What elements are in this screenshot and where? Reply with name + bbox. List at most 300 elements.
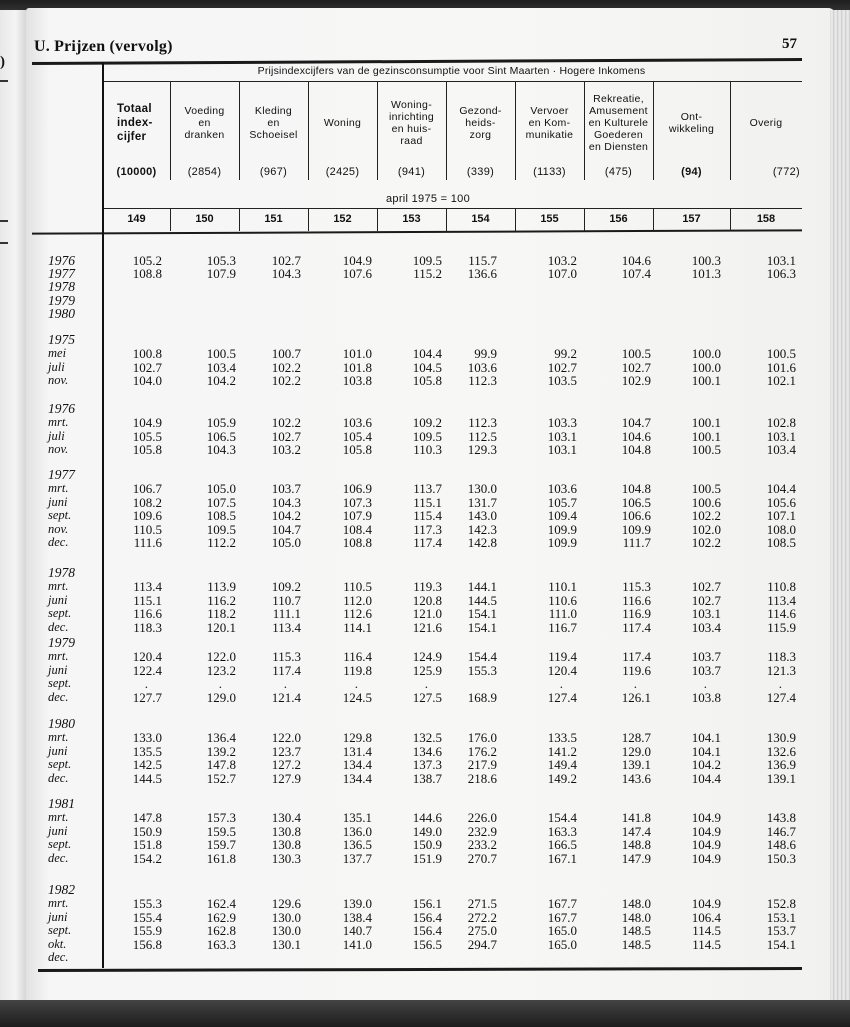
value-cell: 110.7 [272,592,301,608]
value-cell: 104.8 [621,481,651,496]
value-cell: 144.6 [412,810,442,825]
column-header-line: wikkeling [668,123,715,135]
value-cell: 139.1 [621,757,651,772]
annual-year-label: 1980 [48,305,75,321]
column-header-line: index- [117,117,153,129]
value-cell: 154.4 [547,810,577,825]
column-header-kleding [239,84,308,162]
annual-value-cell: 115.7 [468,253,497,268]
value-cell: 100.7 [271,346,301,361]
value-cell: 134.4 [342,770,372,786]
value-cell: 107.5 [206,494,236,510]
value-cell: 106.6 [621,508,651,523]
value-cell: 162.4 [206,896,236,911]
value-cell: 100.5 [621,346,651,361]
column-weight-ontwikkeling: (94) [681,166,702,178]
value-cell: 149.4 [547,757,577,772]
column-header-line: en huis- [391,123,432,135]
value-cell: 105.9 [206,415,236,430]
column-header-line: Amusement [589,105,648,117]
value-cell: . [354,676,358,691]
value-cell: 117.4 [622,619,651,635]
value-cell: 104.8 [621,442,651,457]
value-cell: 154.1 [766,936,796,952]
period-label: dec. [48,689,69,704]
value-cell: 121.6 [412,619,442,635]
value-cell: 104.9 [132,415,162,430]
value-cell: 101.0 [342,346,372,361]
annual-value-cell: 102.7 [271,253,301,268]
value-cell: 104.1 [691,730,721,745]
value-cell: 107.3 [342,494,372,510]
value-cell: 103.6 [547,481,577,496]
column-number-woninginrichting: 153 [402,213,421,225]
period-label: dec. [48,950,69,964]
value-cell: 168.9 [467,689,497,705]
value-cell: 104.3 [271,494,301,510]
value-cell: 108.5 [206,508,236,523]
value-cell: 139.0 [342,896,372,911]
column-header-line: Totaal [117,103,152,115]
left-page-rule [0,80,8,82]
value-cell: 125.9 [412,662,442,678]
value-cell: 148.5 [621,923,651,938]
value-cell: 161.8 [206,850,236,866]
value-cell: 102.2 [691,535,721,550]
value-cell: . [283,676,287,691]
value-cell: 108.0 [766,521,796,537]
value-cell: 135.5 [132,743,162,759]
value-cell: 99.9 [474,346,497,361]
value-cell: 103.2 [271,442,301,457]
annual-value-cell: 136.6 [467,266,497,282]
group-year-label: 1975 [48,332,75,347]
column-header-line: zorg [469,129,492,141]
value-cell: 104.3 [206,442,236,457]
column-number-voeding: 150 [195,213,214,225]
column-number-overig: 158 [756,213,776,225]
value-cell: . [144,676,148,691]
value-cell: 130.8 [271,837,301,852]
value-cell: 118.2 [207,606,236,621]
value-cell: 111.7 [622,535,651,550]
value-cell: 106.5 [206,428,236,444]
value-cell: 148.0 [621,909,651,925]
value-cell: 102.2 [271,373,301,388]
value-cell: . [559,676,563,691]
annual-value-cell: 107.0 [547,266,577,282]
value-cell: 151.8 [132,837,162,852]
value-cell: 101.6 [766,359,796,375]
value-cell: 146.7 [766,823,796,839]
period-label: juli [48,428,65,443]
value-cell: 270.7 [467,850,497,866]
value-cell: 156.8 [132,936,162,952]
value-cell: 115.9 [767,619,796,635]
value-cell: 156.5 [412,936,442,952]
value-cell: 165.0 [547,923,577,938]
value-cell: 132.6 [766,743,796,759]
value-cell: 133.0 [132,730,162,745]
value-cell: 104.9 [691,823,721,839]
column-header-line: heids- [465,117,496,129]
value-cell: 141.0 [342,936,372,952]
value-cell: 118.3 [133,619,162,635]
left-page-fragment: ) [0,54,5,70]
value-cell: 136.9 [766,757,796,772]
value-cell: 144.5 [467,592,497,608]
value-cell: 120.4 [547,662,577,678]
value-cell: 104.9 [691,837,721,852]
value-cell: 102.2 [271,415,301,430]
column-header-line: Ont- [680,111,703,123]
group-year-label: 1982 [48,882,75,897]
annual-year-label: 1977 [48,266,75,282]
value-cell: 109.6 [132,508,162,523]
value-cell: 154.1 [467,619,497,635]
value-cell: 112.2 [207,535,236,550]
value-cell: 113.9 [207,579,236,594]
value-cell: 226.0 [467,810,497,825]
annual-value-cell: 104.6 [621,253,651,268]
value-cell: 127.4 [766,689,796,705]
value-cell: 167.1 [547,850,577,866]
value-cell: 121.4 [271,689,301,705]
column-weight-totaal: (10000) [116,166,157,178]
value-cell: 103.7 [691,649,721,664]
value-cell: 102.9 [621,373,651,388]
column-weight-voeding: (2854) [187,166,222,178]
value-cell: 127.5 [412,689,442,705]
column-weight-woninginrichting: (941) [397,166,426,178]
value-cell: 131.7 [467,494,497,510]
value-cell: 118.3 [767,649,796,664]
value-cell: 103.1 [691,606,721,621]
column-header-overig [730,84,802,162]
period-label: nov. [48,373,69,387]
value-cell: 154.2 [132,850,162,866]
value-cell: 105.8 [412,373,442,388]
period-label: mrt. [48,649,69,663]
value-cell: . [633,676,637,691]
column-header-line: Gezond- [459,105,502,117]
value-cell: 110.3 [413,442,442,457]
value-cell: 149.0 [412,823,442,839]
value-cell: 106.9 [342,481,372,496]
value-cell: 232.9 [467,823,497,839]
value-cell: 167.7 [547,896,577,911]
base-rule [103,208,802,209]
value-cell: 112.3 [468,373,497,388]
annual-value-cell: 108.8 [132,266,162,282]
value-cell: 102.8 [766,415,796,430]
value-cell: 129.8 [342,730,372,745]
period-label: mrt. [48,896,69,910]
section-title: U. Prijzen (vervolg) [34,38,173,55]
value-cell: 104.5 [412,359,442,375]
annual-year-label: 1976 [48,253,75,268]
value-cell: 104.6 [621,428,651,444]
period-label: sept. [48,923,72,937]
column-header-line: en [198,117,211,129]
period-label: juli [48,359,65,374]
value-cell: 130.1 [271,936,301,952]
column-number-kleding: 151 [264,213,283,225]
value-cell: 109.4 [547,508,577,523]
value-cell: 155.3 [467,662,497,678]
annual-value-cell: 100.3 [691,253,721,268]
column-weight-overig: (772) [772,166,800,178]
value-cell: 103.7 [271,481,301,496]
value-cell: 106.4 [691,909,721,925]
value-cell: 104.2 [691,757,721,772]
value-cell: 217.9 [467,757,497,772]
value-cell: 144.5 [132,770,162,786]
value-cell: 106.7 [132,481,162,496]
value-cell: 104.4 [766,481,796,496]
value-cell: 117.3 [413,521,442,537]
value-cell: 155.3 [132,896,162,911]
value-cell: 100.1 [691,415,721,430]
value-cell: 103.4 [206,359,236,375]
column-header-voeding [170,84,239,162]
column-header-line: en Kom- [528,117,571,129]
annual-value-cell: 104.9 [342,253,372,268]
value-cell: 109.2 [271,579,301,594]
left-page-rule [0,242,8,244]
value-cell: 147.8 [206,757,236,772]
value-cell: 105.0 [271,535,301,550]
value-cell: 116.6 [622,592,651,608]
value-cell: 124.9 [412,649,442,664]
value-cell: 111.0 [548,606,577,621]
value-cell: 103.1 [766,428,796,444]
value-cell: 119.3 [413,579,442,594]
value-cell: 102.7 [691,592,721,608]
value-cell: 99.2 [554,346,577,361]
value-cell: 129.6 [271,896,301,911]
value-cell: 105.6 [766,494,796,510]
value-cell: 139.1 [766,770,796,786]
value-cell: 105.4 [342,428,372,444]
column-header-line: cijfer [117,131,147,143]
value-cell: 102.1 [766,373,796,388]
value-cell: 130.0 [467,481,497,496]
value-cell: 115.1 [133,592,162,608]
value-cell: 109.9 [547,535,577,550]
column-header-line: munikatie [525,129,574,141]
annual-value-cell: 101.3 [691,266,721,282]
period-label: dec. [48,535,69,549]
column-header-line: Woning- [390,99,432,111]
value-cell: 148.6 [766,837,796,852]
value-cell: 148.5 [621,936,651,952]
value-cell: 148.0 [621,896,651,911]
period-label: okt. [48,936,67,951]
value-cell: 149.2 [547,770,577,786]
value-cell: 130.9 [766,730,796,745]
value-cell: 120.1 [206,619,236,635]
value-cell: 137.3 [412,757,442,772]
value-cell: 165.0 [547,936,577,952]
value-cell: 104.1 [691,743,721,759]
value-cell: 141.2 [547,743,577,759]
value-cell: 150.9 [132,823,162,839]
value-cell: 176.2 [467,743,497,759]
period-label: mrt. [48,481,69,495]
column-header-rekreatie [584,84,653,162]
value-cell: 116.7 [548,619,577,635]
value-cell: 176.0 [467,730,497,745]
column-number-totaal: 149 [127,213,146,225]
column-header-line: Voeding [184,105,225,117]
annual-value-cell: 105.2 [132,253,162,268]
value-cell: 127.4 [547,689,577,705]
value-cell: 150.9 [412,837,442,852]
value-cell: 104.4 [412,346,442,361]
column-header-line: Woning [323,117,362,129]
value-cell: 100.6 [691,494,721,510]
value-cell: 103.3 [547,415,577,430]
value-cell: 138.4 [342,909,372,925]
value-cell: 116.2 [207,592,236,608]
value-cell: 104.9 [691,850,721,866]
value-cell: 117.4 [622,649,651,664]
value-cell: 119.8 [343,662,372,678]
column-header-vervoer [515,84,584,162]
annual-value-cell: 115.2 [413,266,442,282]
value-cell: 105.8 [132,442,162,457]
group-year-label: 1980 [48,716,75,731]
value-cell: . [218,676,222,691]
value-cell: 135.1 [342,810,372,825]
column-header-line: en [267,117,280,129]
value-cell: 166.5 [547,837,577,852]
value-cell: 112.5 [468,428,497,444]
value-cell: 142.5 [132,757,162,772]
value-cell: 108.2 [132,494,162,510]
value-cell: 104.0 [132,373,162,388]
column-header-line: Rekreatie, [593,93,644,105]
value-cell: 100.8 [132,346,162,361]
column-header-line: en Kulturele [588,117,649,129]
value-cell: 155.9 [132,923,162,938]
value-cell: 130.3 [271,850,301,866]
column-header-gezondheidszorg [446,84,515,162]
value-cell: 130.8 [271,823,301,839]
value-cell: 218.6 [467,770,497,786]
period-label: nov. [48,521,69,536]
value-cell: 156.1 [412,896,442,911]
value-cell: 163.3 [547,823,577,839]
value-cell: 117.4 [272,662,301,678]
annual-value-cell: 107.6 [342,266,372,282]
value-cell: 105.7 [547,494,577,510]
value-cell: 148.8 [621,837,651,852]
value-cell: 152.8 [766,896,796,911]
value-cell: 143.8 [766,810,796,825]
value-cell: 147.8 [132,810,162,825]
value-cell: 122.0 [206,649,236,664]
value-cell: 107.1 [766,508,796,523]
value-cell: 150.3 [766,850,796,866]
period-label: mrt. [48,579,69,593]
column-header-line: Schoeisel [249,129,298,141]
value-cell: 141.8 [621,810,651,825]
column-header-line: en Diensten [588,141,649,153]
value-cell: 104.2 [271,508,301,523]
value-cell: 131.4 [342,743,372,759]
value-cell: 114.1 [343,619,372,635]
value-cell: 159.5 [206,823,236,839]
period-label: juni [48,909,68,924]
value-cell: 100.0 [691,359,721,375]
period-label: dec. [48,850,69,865]
column-header-woning [308,84,377,162]
value-cell: 156.4 [412,923,442,938]
value-cell: 122.0 [271,730,301,745]
group-year-label: 1978 [48,565,75,580]
value-cell: . [703,676,707,691]
value-cell: 162.9 [206,909,236,925]
annual-value-cell: 104.3 [271,266,301,282]
value-cell: 142.3 [467,521,497,537]
value-cell: 142.8 [467,535,497,550]
value-cell: 109.9 [547,521,577,537]
column-number-vervoer: 155 [540,213,559,225]
group-year-label: 1981 [48,796,75,811]
table-title: Prijsindexcijfers van de gezinsconsumptie voor Sint Maarten · Hogere Inkomens [257,65,646,77]
value-cell: 116.4 [343,649,372,664]
period-label: mei [48,346,67,360]
value-cell: 136.5 [342,837,372,852]
value-cell: 137.7 [342,850,372,866]
value-cell: 100.0 [691,346,721,361]
value-cell: 112.0 [343,592,372,608]
value-cell: 103.6 [467,359,497,375]
value-cell: 108.5 [766,535,796,550]
value-cell: 133.5 [547,730,577,745]
value-cell: 104.9 [691,810,721,825]
group-year-label: 1977 [48,467,75,482]
value-cell: 128.7 [621,730,651,745]
base-note: april 1975 = 100 [386,193,471,205]
value-cell: 100.5 [206,346,236,361]
value-cell: 119.4 [548,649,577,664]
value-cell: 113.4 [133,579,162,594]
value-cell: 153.1 [766,909,796,925]
value-cell: 115.3 [272,649,301,664]
value-cell: 109.2 [412,415,442,430]
column-weight-woning: (2425) [325,166,360,178]
annual-value-cell: 103.2 [547,253,577,268]
value-cell: 140.7 [342,923,372,938]
value-cell: 112.3 [468,415,497,430]
value-cell: 272.2 [467,909,497,925]
value-cell: 123.2 [206,662,236,678]
value-cell: 116.6 [133,606,162,621]
column-weight-gezondheidszorg: (339) [466,166,495,178]
value-cell: 156.4 [412,909,442,925]
annual-value-cell: 107.9 [206,266,236,282]
value-cell: 100.5 [766,346,796,361]
value-cell: 159.7 [206,837,236,852]
column-header-ontwikkeling [653,84,730,162]
period-label: sept. [48,508,72,522]
column-number-woning: 152 [333,213,352,225]
value-cell: 103.8 [691,689,721,705]
value-cell: 113.4 [767,592,796,608]
